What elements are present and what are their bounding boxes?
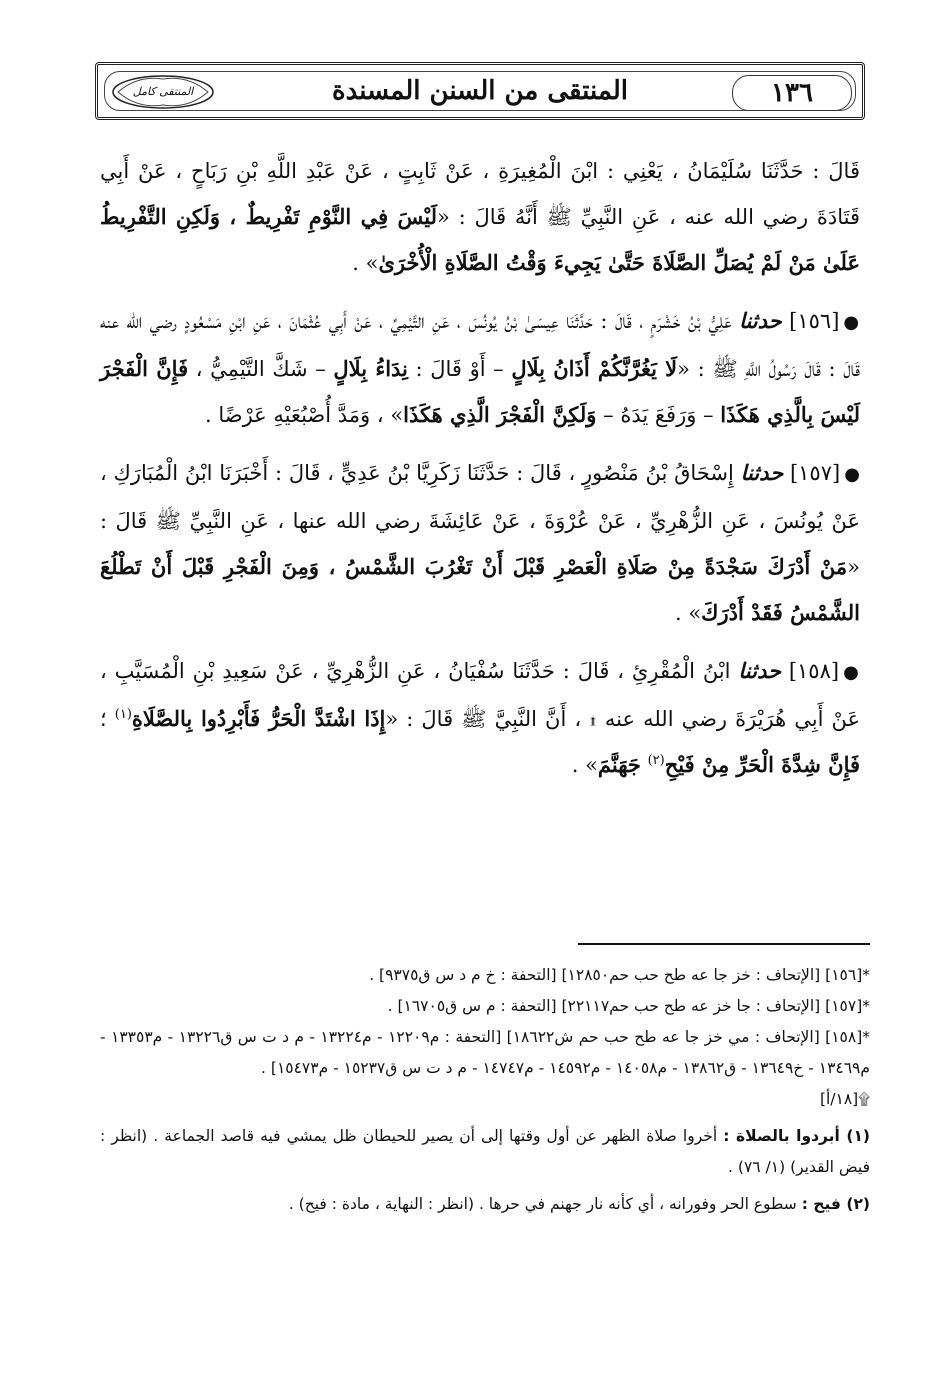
haddathana-label: حدثنا bbox=[738, 658, 781, 683]
narrator-note: – وَرَفَعَ يَدَهُ – bbox=[603, 403, 714, 427]
publisher-logo bbox=[108, 73, 218, 111]
punctuation: ؛ bbox=[100, 707, 107, 731]
footnote-2 bbox=[100, 1189, 870, 1220]
footnote-ref-2[interactable]: (٢) bbox=[647, 753, 665, 768]
takhrij-158: *[١٥٨] [الإتحاف : مي خز جا عه طح حب حم ش١٨٦٢٢] [التحفة : م١٢٢٠٩ - م١٣٢٢٤ - م د ت س ق١٣٢٢٦ - م١٣٣٥٣ - م١٣٤٦٩ - خ١٣٦٤٩ - ق١٣٨٦٢ - م١٤٠٥٨ - م١٤٥٩٢ - م١٤٧٤٧ - م د ت س ق١٥٢٣٧ - م١٥٤٧٣] . bbox=[100, 1028, 871, 1077]
quote-close: » . bbox=[352, 251, 379, 275]
narrator-note: – أَوْ قَالَ : bbox=[415, 357, 504, 381]
running-title: المنتقى من السنن المسندة bbox=[331, 76, 629, 106]
hadith-number: [١٥٦] bbox=[789, 309, 840, 333]
takhrij-156: *[١٥٦] [الإتحاف : خز جا عه طح حب حم١٢٨٥٠] [التحفة : خ م د س ق٩٣٧٥] . bbox=[369, 966, 870, 984]
matn-text: لَيْسَ فِي النَّوْمِ تَفْرِيطٌ ، وَلَكِنِ التَّفْرِيطُ عَلَىٰ مَنْ لَمْ يُصَلِّ الصَّلَاةَ حَتَّىٰ يَجِيءَ وَقْتُ الصَّلَاةِ الْأُخْرَىٰ bbox=[100, 204, 860, 275]
matn-text: لَا يَغُرَّنَّكُمْ أَذَانُ بِلَالٍ bbox=[511, 356, 678, 381]
hadith-number: [١٥٧] bbox=[789, 461, 841, 485]
hadith-continuation bbox=[100, 148, 860, 286]
bullet-icon: ● bbox=[844, 464, 860, 485]
matn-text: وَلَكِنَّ الْفَجْرَ الَّذِي هَكَذَا bbox=[403, 402, 597, 427]
manuscript-marker: ۩[١٨/أ] bbox=[819, 1090, 870, 1108]
footnotes bbox=[100, 960, 870, 1220]
hadith-number: [١٥٨] bbox=[788, 659, 840, 683]
page-header bbox=[95, 62, 865, 120]
haddathana-label: حدثنا bbox=[739, 308, 782, 333]
footnote-1-head: (١) أبردوا بالصلاة : bbox=[723, 1127, 870, 1145]
narrator-note: – شَكَّ التَّيْمِيُّ ، bbox=[195, 357, 326, 381]
haddathana-label: حدثنا bbox=[740, 460, 784, 485]
footnote-2-text: سطوع الحر وفورانه ، أي كأنه نار جهنم في حرها . (انظر : النهاية ، مادة : فيح) . bbox=[288, 1195, 797, 1213]
main-text bbox=[100, 148, 860, 800]
footnote-ref-1[interactable]: (١) bbox=[114, 707, 132, 722]
isnad-text: إِسْحَاقُ بْنُ مَنْصُورٍ ، قَالَ : حَدَّثَنَا زَكَرِيَّا بْنُ عَدِيٍّ ، قَالَ : أَخْبَرَنَا ابْنُ الْمُبَارَكِ ، عَنْ يُونُسَ ، عَنِ الزُّهْرِيِّ ، عَنْ عُرْوَةَ ، عَنْ عَائِشَةَ رضي الله عنها ، عَنِ النَّبِيِّ ﷺ قَالَ : « bbox=[100, 461, 860, 579]
matn-text: إِذَا اشْتَدَّ الْحَرُّ فَأَبْرِدُوا بِالصَّلَاةِ bbox=[131, 706, 386, 731]
bullet-icon: ● bbox=[843, 312, 860, 333]
quote-close: » . bbox=[571, 753, 598, 777]
bullet-icon: ● bbox=[843, 662, 860, 683]
isnad-text: ابْنُ الْمُقْرِئِ ، قَالَ : حَدَّثَنَا سُفْيَانُ ، عَنِ الزُّهْرِيِّ ، عَنْ سَعِيدِ بْنِ الْمُسَيَّبِ ، عَنْ أَبِي هُرَيْرَةَ رضي الله عنه ۩ ، أَنَّ النَّبِيَّ ﷺ قَالَ : « bbox=[100, 659, 860, 731]
footnote-2-head: (٢) فيح : bbox=[801, 1195, 870, 1213]
matn-text: مَنْ أَدْرَكَ سَجْدَةً مِنْ صَلَاةِ الْعَصْرِ قَبْلَ أَنْ تَغْرُبَ الشَّمْسُ ، وَمِنَ الْفَجْرِ قَبْلَ أَنْ تَطْلُعَ الشَّمْسُ فَقَدْ أَدْرَكَ bbox=[100, 554, 860, 625]
matn-text: فَإِنَّ شِدَّةَ الْحَرِّ مِنْ فَيْحِ bbox=[664, 752, 860, 777]
logo-text: المنتقى كامل bbox=[132, 85, 194, 98]
matn-text: نِدَاءُ بِلَالٍ bbox=[333, 356, 408, 381]
takhrij-157: *[١٥٧] [الإتحاف : جا خز عه طح حب حم٢٢١١٧] [التحفة : م س ق١٦٧٠٥] . bbox=[387, 997, 870, 1015]
matn-text: جَهَنَّمَ bbox=[597, 752, 641, 777]
page-number: ١٣٦ bbox=[732, 75, 852, 111]
quote-close: » . bbox=[674, 601, 702, 625]
quote-close: » ، وَمَدَّ أُصْبُعَيْهِ عَرْضًا . bbox=[205, 403, 404, 427]
matn-text: فَإِنَّ الْفَجْرَ لَيْسَ بِالَّذِي هَكَذَا bbox=[100, 356, 860, 427]
footnote-separator bbox=[578, 943, 870, 945]
isnad-text: قَالَ : حَدَّثَنَا سُلَيْمَانُ ، يَعْنِي : ابْنَ الْمُغِيرَةِ ، عَنْ ثَابِتٍ ، عَنْ عَبْدِ اللَّهِ بْنِ رَبَاحٍ ، عَنْ أَبِي قَتَادَةَ رضي الله عنه ، عَنِ النَّبِيِّ ﷺ أَنَّهُ قَالَ : « bbox=[100, 159, 860, 229]
hadith-156 bbox=[100, 298, 860, 438]
hadith-157 bbox=[100, 450, 860, 636]
footnote-1-text: أخروا صلاة الظهر عن أول وقتها إلى أن يصير للحيطان ظل يمشي فيه قاصد الجماعة . (انظر : فيض القدير) (١/ ٧٦) . bbox=[100, 1127, 870, 1176]
footnote-1 bbox=[100, 1121, 870, 1183]
hadith-158 bbox=[100, 648, 860, 788]
isnad-text: عَلِيُّ بْنُ خَشْرَمٍ ، قَالَ : حَدَّثَنَا عِيسَىٰ بْنُ يُونُسَ ، عَنِ التَّيْمِيِّ ، عَنْ أَبِي عُثْمَانَ ، عَنِ ابْنِ مَسْعُودٍ رضي الله عنه قَالَ : قَالَ رَسُولُ اللَّهِ ﷺ : « bbox=[100, 309, 860, 381]
